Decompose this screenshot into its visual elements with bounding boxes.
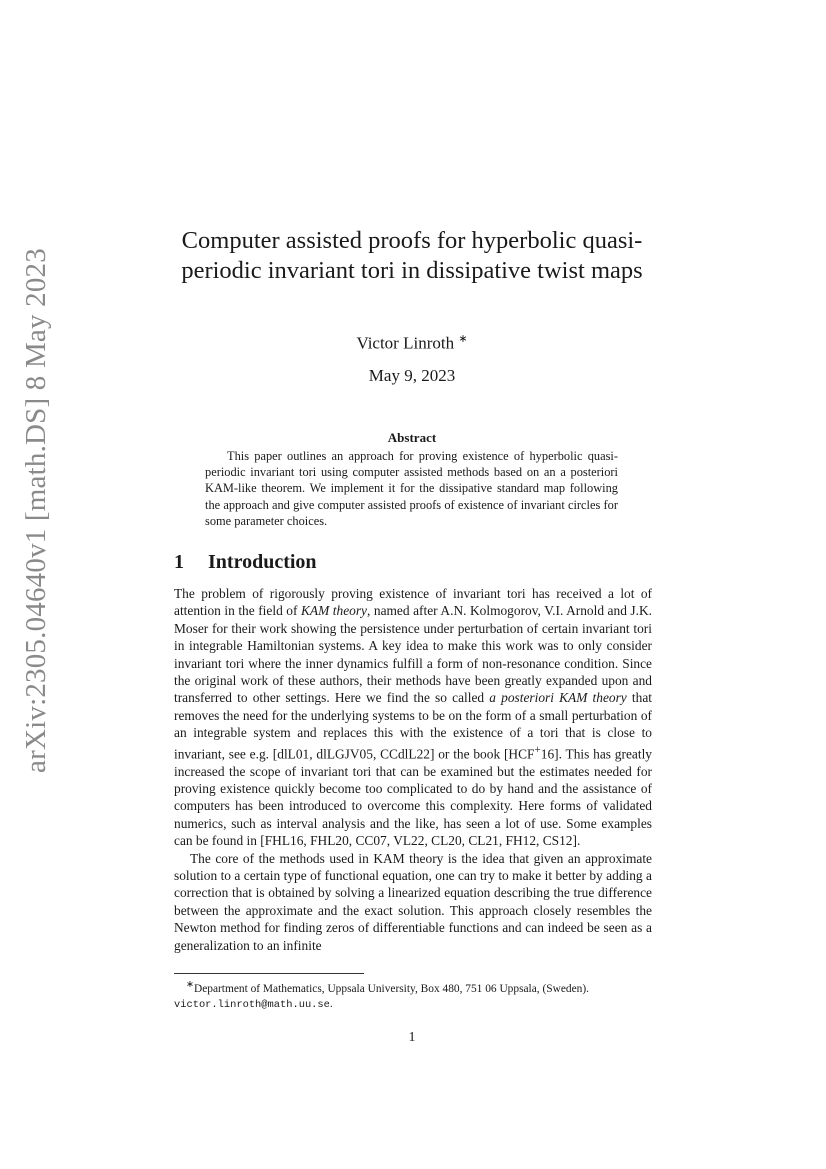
paragraph-2: The core of the methods used in KAM theory is the idea that given an approximate solution to a certain type of functional equation, one can try to make it better by adding a correction that is obtained by solving a linearized equation describing the true difference between the approximate and the exact solution. This approach closely resembles the Newton method for finding zeros of differentiable functions and can indeed be seen as a generalization to an infinite [174,850,652,953]
abstract-text: This paper outlines an approach for proving existence of hyperbolic quasi-periodic invariant tori using computer assisted methods based on an a posteriori KAM-like theorem. We implement it for the dissipative standard map following the approach and give computer assisted proofs of existence of invariant circles for some parameter choices. [205,449,618,528]
author-line [160,332,664,354]
abstract-heading: Abstract [387,430,437,445]
arxiv-identifier-text: arXiv:2305.04640v1 [math.DS] 8 May 2023 [19,247,52,773]
footnote-divider [174,973,364,974]
body-text [174,585,652,954]
paper-title: Computer assisted proofs for hyperbolic quasi-periodic invariant tori in dissipative twist maps [181,227,643,284]
author-name: Victor Linroth [356,333,455,353]
footnote: ∗Department of Mathematics, Uppsala University, Box 480, 751 06 Uppsala, (Sweden). victor.linroth@math.uu.se. [174,980,589,1011]
footnote-text: Department of Mathematics, Uppsala University, Box 480, 751 06 Uppsala, (Sweden). [193,982,589,995]
footnote-mark: ∗ [186,980,194,990]
arxiv-identifier [10,247,62,773]
emphasis-kam-theory: KAM theory [300,603,367,619]
paragraph-1: The problem of rigorously proving existence of invariant tori has received a lot of attention in the field of KAM theory, named after A.N. Kolmogorov, V.I. Arnold and J.K. Moser for their work showing the persistence under perturbation of certain invariant tori in integrable Hamiltonian systems. A key idea to make this work was to only consider invariant tori where the inner dynamics fulfill a form of non-resonance condition. Since the original work of these authors, their methods have been greatly expanded upon and transferred to other settings. Here we find the so called a posteriori KAM theory that removes the need for the underlying systems to be on the form of a small perturbation of an integrable system and replaces this with the existence of a tori that is close to invariant, see e.g. [dlL01, dlLGJV05, CCdlL22] or the book [HCF+16]. This has greatly increased the scope of invariant tori that can be examined but the estimates needed for proving existence quickly become too complicated to do by hand and the assistance of computers has been introduced to overcome this complexity. Here forms of validated numerics, such as interval analysis and the like, has seen a lot of use. Some examples can be found in [FHL16, FHL20, CC07, VL22, CL20, CL21, FH12, CS12]. [174,586,652,849]
page-number: 1 [408,1030,416,1045]
section-number: 1 [174,551,184,573]
section-title: Introduction [208,551,317,573]
paper-date: May 9, 2023 [368,366,456,385]
section-heading [174,551,317,574]
emphasis-a-posteriori: a posteriori KAM theory [489,690,627,706]
footnote-email: victor.linroth@math.uu.se [174,998,330,1011]
author-footnote-mark: ∗ [458,333,468,345]
